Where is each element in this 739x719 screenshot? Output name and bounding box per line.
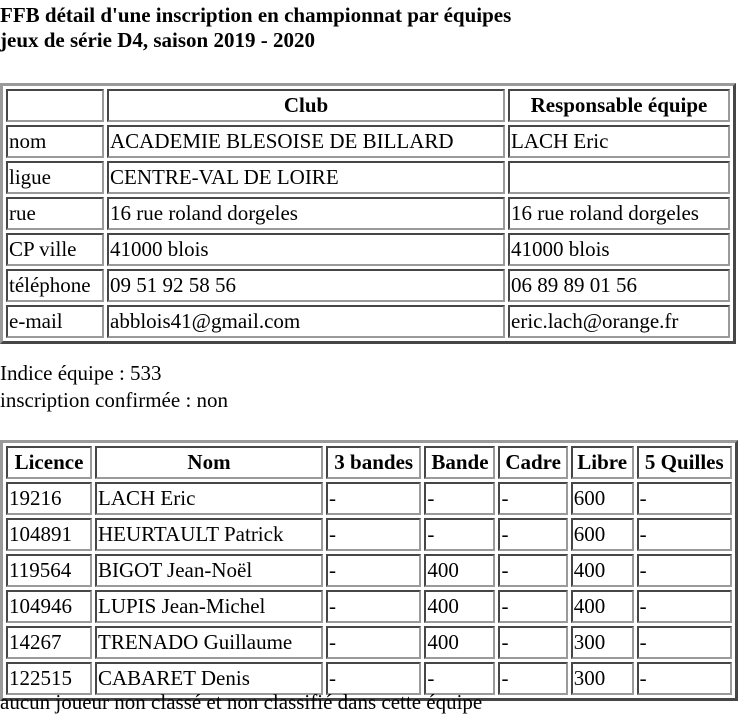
- nom-cell: TRENADO Guillaume: [95, 626, 323, 659]
- trois-bandes-cell: -: [326, 518, 421, 551]
- club-value: ACADEMIE BLESOISE DE BILLARD: [107, 125, 505, 158]
- quilles-cell: -: [637, 482, 732, 515]
- club-row-cp-ville: [6, 233, 730, 266]
- page-title-line-1: FFB détail d'une inscription en championnat par équipes: [0, 3, 512, 27]
- nom-cell: BIGOT Jean-Noël: [95, 554, 323, 587]
- club-table-header: [6, 89, 730, 122]
- club-value: 41000 blois: [107, 233, 505, 266]
- licence-cell: 122515: [6, 662, 92, 695]
- cadre-cell: -: [498, 662, 567, 695]
- libre-cell: 400: [571, 554, 634, 587]
- club-value: CENTRE-VAL DE LOIRE: [107, 161, 505, 194]
- cadre-cell: -: [498, 590, 567, 623]
- unclassified-players-note: aucun joueur non classé et non classifié dans cette équipe: [0, 690, 483, 714]
- quilles-cell: -: [637, 554, 732, 587]
- column-header-5-quilles: 5 Quilles: [637, 446, 732, 479]
- bande-cell: 400: [424, 626, 495, 659]
- trois-bandes-cell: -: [326, 662, 421, 695]
- club-value: abblois41@gmail.com: [107, 305, 505, 338]
- club-row-telephone: [6, 269, 730, 302]
- bande-cell: -: [424, 482, 495, 515]
- column-header-bande: Bande: [424, 446, 495, 479]
- resp-value: 06 89 89 01 56: [508, 269, 730, 302]
- team-index: Indice équipe : 533: [0, 361, 162, 385]
- libre-cell: 400: [571, 590, 634, 623]
- club-row-email: [6, 305, 730, 338]
- row-label: nom: [6, 125, 104, 158]
- trois-bandes-cell: -: [326, 554, 421, 587]
- club-row-ligue: [6, 161, 730, 194]
- column-header-licence: Licence: [6, 446, 92, 479]
- resp-value: 41000 blois: [508, 233, 730, 266]
- licence-cell: 14267: [6, 626, 92, 659]
- table-row: [6, 626, 732, 659]
- nom-cell: LACH Eric: [95, 482, 323, 515]
- licence-cell: 119564: [6, 554, 92, 587]
- cadre-cell: -: [498, 518, 567, 551]
- table-row: [6, 554, 732, 587]
- quilles-cell: -: [637, 662, 732, 695]
- players-table: [0, 440, 738, 701]
- column-header-3-bandes: 3 bandes: [326, 446, 421, 479]
- cadre-cell: -: [498, 554, 567, 587]
- registration-status: inscription confirmée : non: [0, 388, 229, 412]
- page-title: [0, 3, 511, 53]
- cadre-cell: -: [498, 482, 567, 515]
- licence-cell: 19216: [6, 482, 92, 515]
- bande-cell: 400: [424, 590, 495, 623]
- licence-cell: 104891: [6, 518, 92, 551]
- resp-value: LACH Eric: [508, 125, 730, 158]
- column-header-nom: Nom: [95, 446, 323, 479]
- table-row: [6, 482, 732, 515]
- players-table-header: [6, 446, 732, 479]
- libre-cell: 600: [571, 518, 634, 551]
- resp-value: [508, 161, 730, 194]
- resp-value: eric.lach@orange.fr: [508, 305, 730, 338]
- bande-cell: 400: [424, 554, 495, 587]
- libre-cell: 600: [571, 482, 634, 515]
- column-header-cadre: Cadre: [498, 446, 567, 479]
- row-label: CP ville: [6, 233, 104, 266]
- row-label: rue: [6, 197, 104, 230]
- club-value: 09 51 92 58 56: [107, 269, 505, 302]
- bande-cell: -: [424, 518, 495, 551]
- trois-bandes-cell: -: [326, 590, 421, 623]
- column-header-empty: [6, 89, 104, 122]
- page-title-line-2: jeux de série D4, saison 2019 - 2020: [0, 28, 315, 52]
- cadre-cell: -: [498, 626, 567, 659]
- column-header-responsable: Responsable équipe: [508, 89, 730, 122]
- row-label: e-mail: [6, 305, 104, 338]
- bande-cell: -: [424, 662, 495, 695]
- club-row-nom: [6, 125, 730, 158]
- column-header-libre: Libre: [571, 446, 634, 479]
- trois-bandes-cell: -: [326, 482, 421, 515]
- column-header-club: Club: [107, 89, 505, 122]
- trois-bandes-cell: -: [326, 626, 421, 659]
- club-row-rue: [6, 197, 730, 230]
- libre-cell: 300: [571, 662, 634, 695]
- nom-cell: HEURTAULT Patrick: [95, 518, 323, 551]
- table-row: [6, 590, 732, 623]
- club-table: [0, 83, 736, 344]
- nom-cell: CABARET Denis: [95, 662, 323, 695]
- licence-cell: 104946: [6, 590, 92, 623]
- resp-value: 16 rue roland dorgeles: [508, 197, 730, 230]
- quilles-cell: -: [637, 590, 732, 623]
- row-label: ligue: [6, 161, 104, 194]
- quilles-cell: -: [637, 518, 732, 551]
- libre-cell: 300: [571, 626, 634, 659]
- row-label: téléphone: [6, 269, 104, 302]
- quilles-cell: -: [637, 626, 732, 659]
- table-row: [6, 518, 732, 551]
- club-value: 16 rue roland dorgeles: [107, 197, 505, 230]
- nom-cell: LUPIS Jean-Michel: [95, 590, 323, 623]
